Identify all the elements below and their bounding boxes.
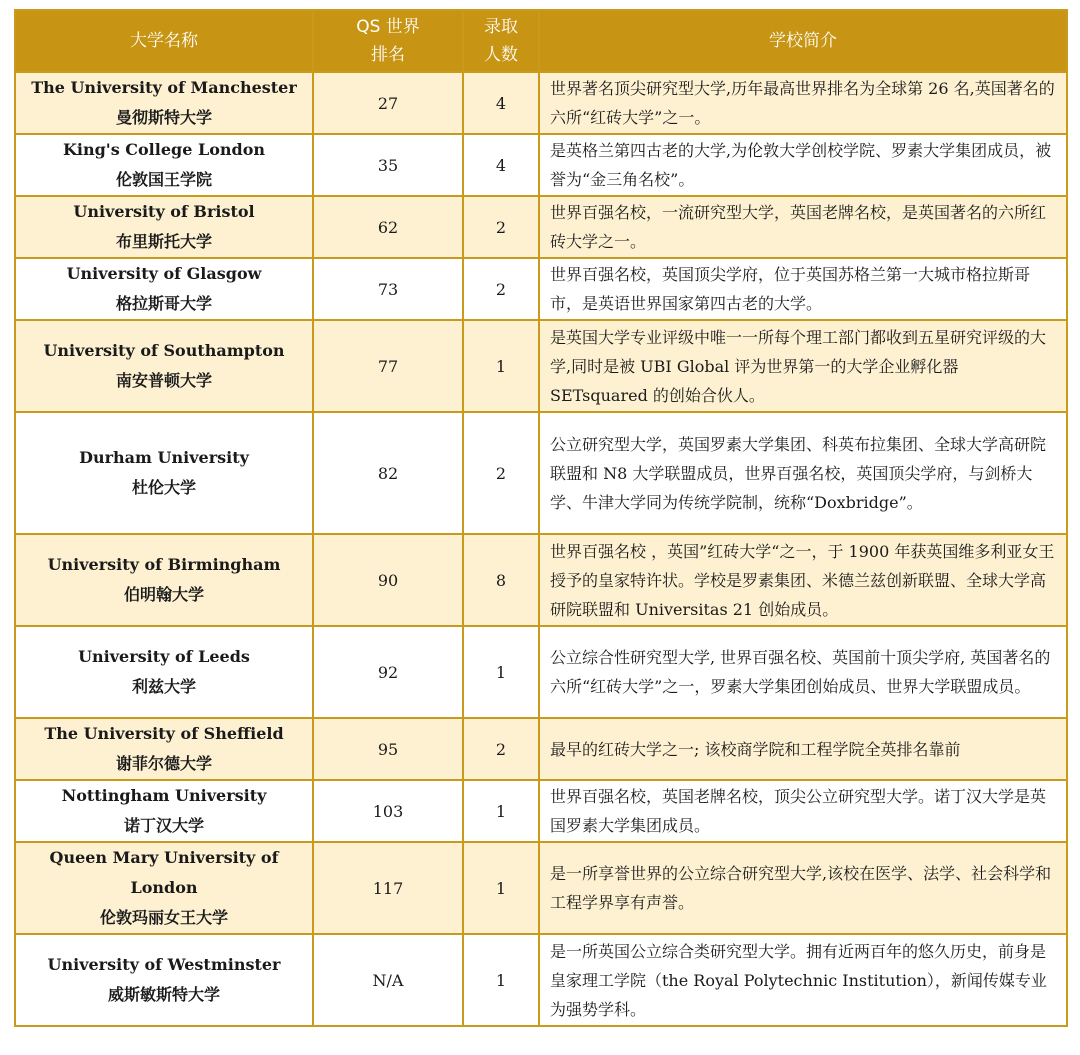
qs-rank-cell: 92: [313, 626, 463, 718]
qs-rank-cell: 77: [313, 320, 463, 412]
description-cell: 最早的红砖大学之一; 该校商学院和工程学院全英排名靠前: [539, 718, 1067, 780]
university-name-cn: 格拉斯哥大学: [115, 294, 212, 313]
university-name-cn: 利兹大学: [131, 677, 196, 696]
table-row: [15, 412, 1067, 534]
description-cell: 世界著名顶尖研究型大学,历年最高世界排名为全球第 26 名,英国著名的六所“红砖大学”之一。: [539, 72, 1067, 134]
admitted-count-cell: 4: [463, 134, 539, 196]
university-name-cell: [15, 412, 313, 534]
university-name-en: The University of Sheffield: [44, 724, 284, 743]
university-name-cn: 伦敦玛丽女王大学: [99, 908, 228, 927]
description-cell: 公立研究型大学，英国罗素大学集团、科英布拉集团、全球大学高研院联盟和 N8 大学联盟成员，世界百强名校，英国顶尖学府，与剑桥大学、牛津大学同为传统学院制，统称“Doxbridge”。: [539, 412, 1067, 534]
admitted-count-cell: 1: [463, 626, 539, 718]
admitted-count-cell: 8: [463, 534, 539, 626]
qs-rank-cell: 62: [313, 196, 463, 258]
admitted-count-cell: 2: [463, 718, 539, 780]
university-name-cell: [15, 258, 313, 320]
admitted-count-cell: 1: [463, 842, 539, 934]
university-name-cn: 诺丁汉大学: [123, 816, 204, 835]
table-row: [15, 72, 1067, 134]
university-name-en-line2: London: [130, 878, 198, 897]
description-cell: 世界百强名校，英国老牌名校，顶尖公立研究型大学。诺丁汉大学是英国罗素大学集团成员。: [539, 780, 1067, 842]
description-cell: 世界百强名校，一流研究型大学，英国老牌名校，是英国著名的六所红砖大学之一。: [539, 196, 1067, 258]
description-cell: 是英格兰第四古老的大学,为伦敦大学创校学院、罗素大学集团成员，被誉为“金三角名校”。: [539, 134, 1067, 196]
header-qs-line2: 排名: [371, 45, 405, 65]
university-name-cell: [15, 134, 313, 196]
table-row: [15, 780, 1067, 842]
admitted-count-cell: 1: [463, 934, 539, 1026]
description-cell: 公立综合性研究型大学, 世界百强名校、英国前十顶尖学府, 英国著名的六所“红砖大学”之一，罗素大学集团创始成员、世界大学联盟成员。: [539, 626, 1067, 718]
table-row: [15, 626, 1067, 718]
university-name-cell: [15, 196, 313, 258]
university-name-cell: [15, 718, 313, 780]
header-intro: 学校简介: [539, 10, 1067, 72]
university-name-cn: 南安普顿大学: [115, 371, 212, 390]
admitted-count-cell: 1: [463, 780, 539, 842]
description-cell: 是英国大学专业评级中唯一一所每个理工部门都收到五星研究评级的大学,同时是被 UBI Global 评为世界第一的大学企业孵化器 SETsquared 的创始合伙人。: [539, 320, 1067, 412]
header-qs-rank: [313, 10, 463, 72]
header-qs-line1: QS 世界: [356, 17, 420, 37]
university-name-en: Durham University: [79, 448, 249, 467]
university-name-en: The University of Manchester: [31, 78, 297, 97]
university-name-en: University of Glasgow: [66, 264, 262, 283]
university-name-cell: [15, 780, 313, 842]
header-row: [15, 10, 1067, 72]
university-name-cn: 曼彻斯特大学: [115, 108, 212, 127]
admitted-count-cell: 1: [463, 320, 539, 412]
qs-rank-cell: 35: [313, 134, 463, 196]
admitted-count-cell: 4: [463, 72, 539, 134]
header-admit-line2: 人数: [484, 45, 518, 65]
header-name: 大学名称: [15, 10, 313, 72]
qs-rank-cell: 103: [313, 780, 463, 842]
university-name-cn: 杜伦大学: [131, 478, 196, 497]
university-name-en: University of Westminster: [47, 955, 281, 974]
university-name-en: Nottingham University: [61, 786, 267, 805]
university-name-en-line1: Queen Mary University of: [49, 848, 279, 867]
table-row: [15, 320, 1067, 412]
qs-rank-cell: 95: [313, 718, 463, 780]
table-row: [15, 934, 1067, 1026]
table-row: [15, 134, 1067, 196]
admitted-count-cell: 2: [463, 258, 539, 320]
table-row: [15, 842, 1067, 934]
description-cell: 是一所英国公立综合类研究型大学。拥有近两百年的悠久历史，前身是皇家理工学院（the Royal Polytechnic Institution），新闻传媒专业为强势学科。: [539, 934, 1067, 1026]
qs-rank-cell: 82: [313, 412, 463, 534]
table-row: [15, 196, 1067, 258]
description-cell: 世界百强名校，英国顶尖学府，位于英国苏格兰第一大城市格拉斯哥市，是英语世界国家第四古老的大学。: [539, 258, 1067, 320]
university-name-cell: [15, 534, 313, 626]
header-admit-line1: 录取: [484, 17, 518, 37]
table-row: [15, 258, 1067, 320]
description-cell: 是一所享誉世界的公立综合研究型大学,该校在医学、法学、社会科学和工程学界享有声誉。: [539, 842, 1067, 934]
description-cell: 世界百强名校 ，英国”红砖大学“之一，于 1900 年获英国维多利亚女王授予的皇家特许状。学校是罗素集团、米德兰兹创新联盟、全球大学高研院联盟和 Universitas 21 创始成员。: [539, 534, 1067, 626]
qs-rank-cell: 90: [313, 534, 463, 626]
university-name-cn: 伯明翰大学: [123, 585, 204, 604]
university-name-en: University of Southampton: [43, 341, 285, 360]
university-name-cn: 伦敦国王学院: [115, 170, 212, 189]
university-name-en: University of Leeds: [78, 647, 250, 666]
university-name-cell: [15, 842, 313, 934]
admitted-count-cell: 2: [463, 196, 539, 258]
qs-rank-cell: 73: [313, 258, 463, 320]
university-name-cn: 布里斯托大学: [115, 232, 212, 251]
university-name-en: University of Birmingham: [47, 555, 281, 574]
university-name-cell: [15, 626, 313, 718]
university-name-cell: [15, 72, 313, 134]
university-table: [14, 9, 1068, 1027]
qs-rank-cell: 117: [313, 842, 463, 934]
university-name-cell: [15, 934, 313, 1026]
university-name-cell: [15, 320, 313, 412]
university-name-en: King's College London: [62, 140, 265, 159]
admitted-count-cell: 2: [463, 412, 539, 534]
qs-rank-cell: 27: [313, 72, 463, 134]
qs-rank-cell: N/A: [313, 934, 463, 1026]
header-admitted: [463, 10, 539, 72]
table-row: [15, 534, 1067, 626]
university-name-cn: 谢菲尔德大学: [115, 754, 212, 773]
university-name-cn: 威斯敏斯特大学: [107, 985, 220, 1004]
university-name-en: University of Bristol: [73, 202, 255, 221]
table-row: [15, 718, 1067, 780]
